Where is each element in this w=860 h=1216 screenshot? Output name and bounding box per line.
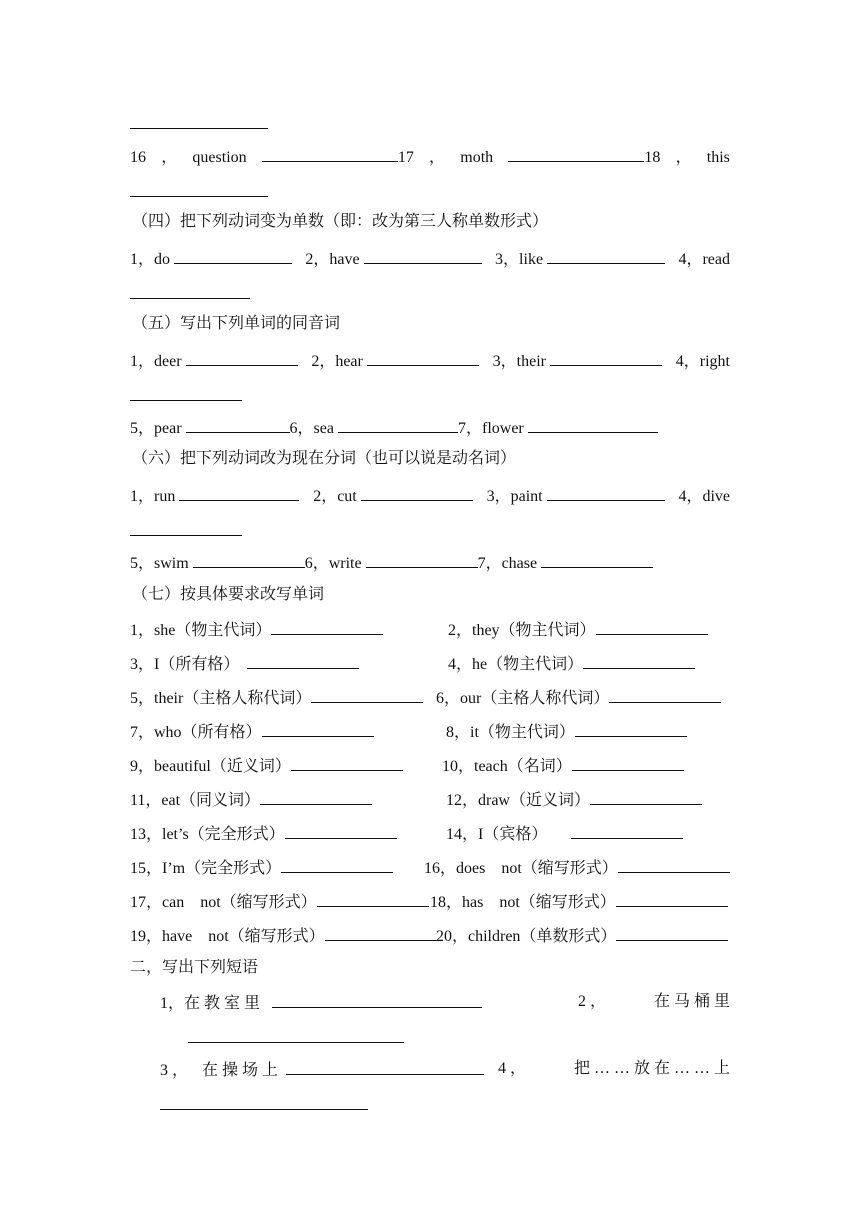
item-label: 12，draw（近义词）	[446, 792, 590, 809]
separator: ，	[429, 149, 446, 166]
item-label: 15，I’m（完全形式）	[130, 860, 282, 877]
item-label: 19，have not（缩写形式）	[130, 928, 325, 945]
item-word: this	[706, 149, 730, 166]
sec6-items-row-2	[130, 552, 653, 574]
sec7-item	[436, 925, 728, 947]
item-label: 16，does not（缩写形式）	[424, 860, 618, 877]
item-word: moth	[460, 149, 494, 166]
item-label: 8，it（物主代词）	[446, 724, 575, 741]
sec7-item	[446, 823, 683, 845]
item-number: 4 ，	[498, 1060, 527, 1077]
sec7-item	[448, 653, 695, 675]
answer-blank[interactable]	[550, 350, 662, 366]
item-number: 2 ，	[578, 993, 607, 1010]
item-label: 在 马 桶 里	[653, 993, 730, 1010]
item-label: 9，beautiful（近义词）	[130, 758, 291, 775]
answer-blank[interactable]	[262, 146, 398, 162]
phrase-item	[160, 1059, 484, 1081]
item-label: 20，children（单数形式）	[436, 928, 617, 945]
answer-blank[interactable]	[528, 417, 658, 433]
item-label: 1，do	[130, 251, 171, 268]
item-number: 18	[644, 149, 661, 166]
item-label: 5，swim	[130, 555, 189, 572]
sec5-items-row	[130, 350, 730, 372]
item-label: 6，our（主格人称代词）	[436, 690, 610, 707]
item-label: 7，flower	[457, 420, 524, 437]
answer-blank[interactable]	[260, 789, 372, 805]
sec7-item	[130, 619, 383, 641]
answer-blank[interactable]	[179, 485, 299, 501]
section-heading: （四）把下列动词变为单数（即：改为第三人称单数形式）	[132, 213, 549, 230]
sec7-item	[130, 687, 423, 709]
sec7-item	[130, 653, 359, 675]
answer-blank[interactable]	[160, 1108, 368, 1110]
item-label: 3，I（所有格）	[130, 656, 232, 673]
sec4-items-row	[130, 248, 730, 270]
phrase-item	[498, 1059, 730, 1079]
item-label: 3，paint	[486, 488, 543, 505]
answer-blank[interactable]	[186, 417, 290, 433]
item-number: 1，	[160, 995, 185, 1012]
sec7-item	[442, 755, 684, 777]
item-label: 13，let’s（完全形式）	[130, 826, 285, 843]
answer-blank[interactable]	[583, 653, 695, 669]
item-label: 6，sea	[289, 420, 334, 437]
section-heading: （五）写出下列单词的同音词	[132, 315, 341, 332]
sec7-item	[130, 857, 393, 879]
sec7-item	[436, 687, 721, 709]
answer-blank[interactable]	[186, 350, 298, 366]
answer-blank[interactable]	[547, 248, 665, 264]
sec3-items-row	[130, 146, 730, 168]
item-label: 17，can not（缩写形式）	[130, 894, 317, 911]
answer-blank[interactable]	[188, 1041, 404, 1043]
answer-blank[interactable]	[272, 992, 482, 1008]
answer-blank[interactable]	[193, 552, 305, 568]
item-label: 2，hear	[311, 353, 363, 370]
answer-blank[interactable]	[130, 534, 242, 536]
item-number: 17	[397, 149, 414, 166]
sec7-item	[448, 619, 708, 641]
item-label: 4，read	[678, 251, 730, 268]
answer-blank[interactable]	[364, 248, 482, 264]
answer-blank[interactable]	[367, 350, 479, 366]
item-label: 2，have	[305, 251, 360, 268]
answer-blank[interactable]	[130, 127, 268, 129]
item-label: 5，their（主格人称代词）	[130, 690, 312, 707]
sec7-item	[130, 891, 429, 913]
item-label: 3，like	[495, 251, 544, 268]
item-label: 在 教 室 里	[184, 995, 261, 1012]
answer-blank[interactable]	[571, 823, 683, 839]
answer-blank[interactable]	[311, 687, 423, 703]
answer-blank[interactable]	[286, 1059, 484, 1075]
sec7-item	[130, 721, 374, 743]
phrase-item	[160, 992, 482, 1014]
item-label: 1，run	[130, 488, 176, 505]
item-label: 2，cut	[313, 488, 357, 505]
phrase-item	[578, 992, 730, 1012]
item-label: 18，has not（缩写形式）	[430, 894, 616, 911]
item-label: 1，deer	[130, 353, 182, 370]
item-label: 2，they（物主代词）	[448, 622, 596, 639]
answer-blank[interactable]	[325, 925, 437, 941]
section-heading: （七）按具体要求改写单词	[132, 586, 325, 603]
answer-blank[interactable]	[130, 399, 242, 401]
sec7-item	[424, 857, 730, 879]
item-label: 把 … … 放 在 … … 上	[573, 1060, 730, 1077]
item-label: 1，she（物主代词）	[130, 622, 272, 639]
item-number: 16	[130, 149, 146, 166]
item-label: 7，chase	[477, 555, 538, 572]
item-label: 10，teach（名词）	[442, 758, 572, 775]
sec5-items-row-2	[130, 417, 658, 439]
answer-blank[interactable]	[547, 485, 665, 501]
answer-blank[interactable]	[262, 721, 374, 737]
item-label: 14，I（宾格）	[446, 826, 540, 843]
answer-blank[interactable]	[247, 653, 359, 669]
item-word: question	[192, 149, 247, 166]
answer-blank[interactable]	[281, 857, 393, 873]
answer-blank[interactable]	[596, 619, 708, 635]
answer-blank[interactable]	[366, 552, 478, 568]
item-label: 6，write	[304, 555, 362, 572]
section-heading: 二，写出下列短语	[130, 959, 259, 976]
item-label: 3，their	[492, 353, 546, 370]
separator: ，	[161, 149, 178, 166]
item-label: 4，dive	[678, 488, 730, 505]
separator: ，	[675, 149, 692, 166]
answer-blank[interactable]	[590, 789, 702, 805]
answer-blank[interactable]	[609, 687, 721, 703]
answer-blank[interactable]	[616, 925, 728, 941]
item-label: 7，who（所有格）	[130, 724, 262, 741]
sec7-item	[430, 891, 728, 913]
answer-blank[interactable]	[616, 891, 728, 907]
answer-blank[interactable]	[174, 248, 292, 264]
sec7-item	[446, 789, 702, 811]
answer-blank[interactable]	[508, 146, 644, 162]
answer-blank[interactable]	[361, 485, 473, 501]
section-heading: （六）把下列动词改为现在分词（也可以说是动名词）	[132, 450, 517, 467]
answer-blank[interactable]	[285, 823, 397, 839]
sec7-item	[130, 925, 437, 947]
sec7-item	[130, 823, 397, 845]
answer-blank[interactable]	[575, 721, 687, 737]
item-label: 4，right	[675, 353, 730, 370]
answer-blank[interactable]	[618, 857, 730, 873]
answer-blank[interactable]	[271, 619, 383, 635]
item-label: 5，pear	[130, 420, 182, 437]
answer-blank[interactable]	[291, 755, 403, 771]
sec7-item	[130, 755, 403, 777]
sec7-item	[446, 721, 687, 743]
item-label: 4，he（物主代词）	[448, 656, 584, 673]
answer-blank[interactable]	[130, 297, 250, 299]
sec6-items-row	[130, 485, 730, 507]
item-number: 3 ，	[160, 1062, 189, 1079]
answer-blank[interactable]	[130, 195, 268, 197]
answer-blank[interactable]	[317, 891, 429, 907]
answer-blank[interactable]	[572, 755, 684, 771]
item-label: 在 操 场 上	[202, 1062, 279, 1079]
answer-blank[interactable]	[541, 552, 653, 568]
answer-blank[interactable]	[338, 417, 458, 433]
item-label: 11，eat（同义词）	[130, 792, 261, 809]
sec7-item	[130, 789, 372, 811]
